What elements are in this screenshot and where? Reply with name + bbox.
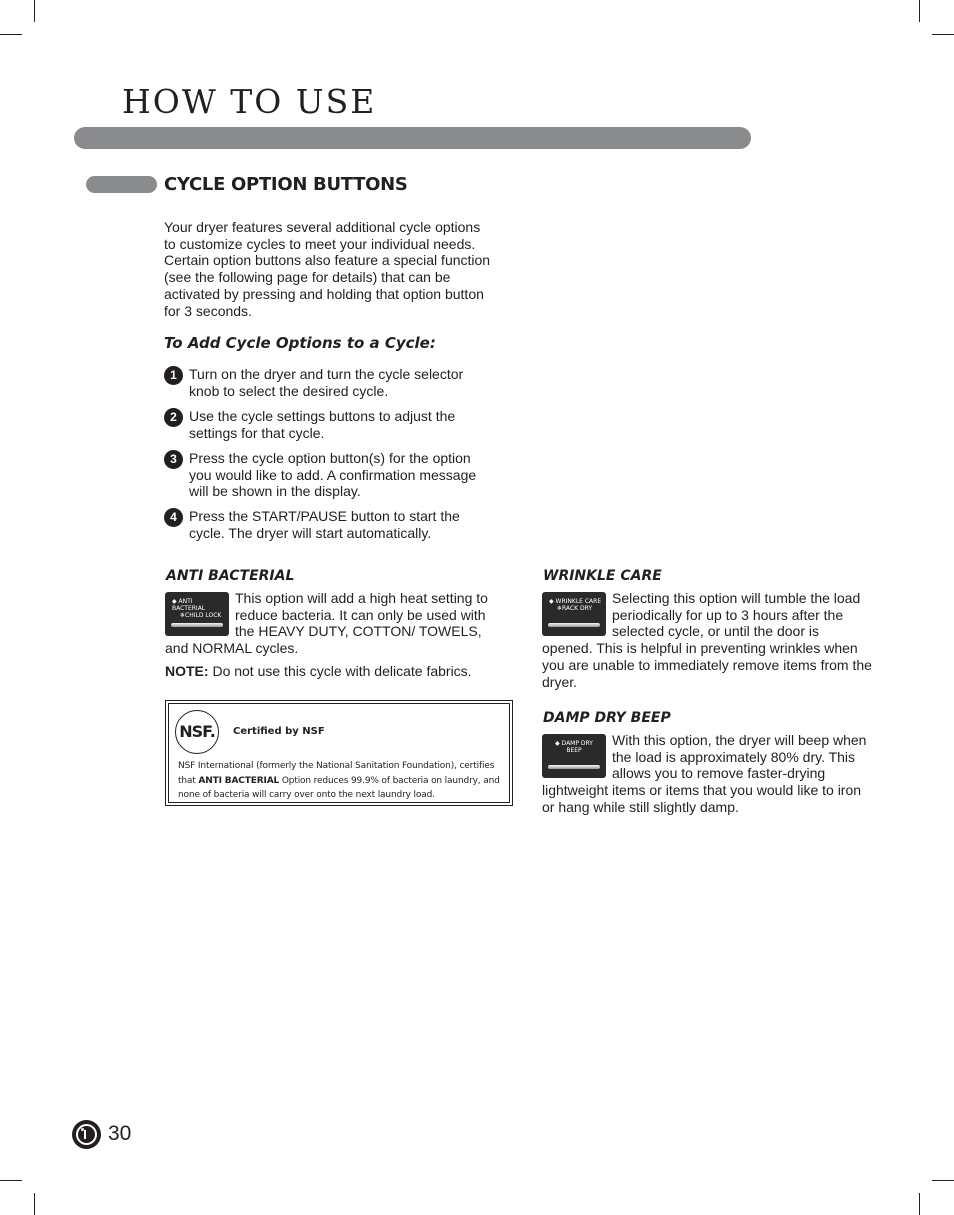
button-bar xyxy=(171,623,223,627)
step-text: Use the cycle settings buttons to adjust the settings for that cycle. xyxy=(189,407,456,441)
nsf-certification-box xyxy=(165,700,513,806)
page-number: 30 xyxy=(108,1122,132,1145)
anti-bacterial-button-image xyxy=(165,592,229,636)
wrinkle-care-text: Selecting this option will tumble the load periodically for up to 3 hours after the selected cycle, or until the door is opened. This is helpful in preventing wrinkles when you are unable to immediately remove items from the dryer. xyxy=(542,590,872,690)
crop-mark xyxy=(34,0,35,22)
crop-mark xyxy=(919,1193,920,1215)
page-title: HOW TO USE xyxy=(122,82,377,121)
anti-bacterial-description xyxy=(165,590,495,680)
crop-mark xyxy=(919,0,920,22)
step-text: Turn on the dryer and turn the cycle selector knob to select the desired cycle. xyxy=(189,366,464,399)
nsf-description: NSF International (formerly the National Sanitation Foundation), certifies that ANTI BACTERIAL Option reduces 99.9% of bacteria on laundry, and none of bacteria will carry over onto the next laundry load. xyxy=(178,761,500,800)
step-item xyxy=(164,508,494,541)
section-title: CYCLE OPTION BUTTONS xyxy=(164,174,408,195)
button-bar xyxy=(548,765,600,769)
step-item xyxy=(164,366,494,399)
lg-logo-icon xyxy=(72,1120,101,1149)
crop-mark xyxy=(34,1193,35,1215)
damp-dry-beep-text: With this option, the dryer will beep when the load is approximately 80% dry. This allows you to remove faster-drying lightweight items or items that you would like to iron or hang while still slightly damp. xyxy=(542,732,867,815)
intro-paragraph: Your dryer features several additional cycle options to customize cycles to meet your individual needs. Certain option buttons also feature a special function (see the following page for details) that can be activated by pressing and holding that option button for 3 seconds. xyxy=(164,219,491,319)
anti-bacterial-text: This option will add a high heat setting to reduce bacteria. It can only be used with the HEAVY DUTY, COTTON/ TOWELS, and NORMAL cycles. xyxy=(165,590,488,657)
nsf-logo: NSF. xyxy=(175,710,219,754)
damp-dry-beep-description xyxy=(542,732,872,816)
wrinkle-care-heading: WRINKLE CARE xyxy=(543,568,662,584)
crop-mark xyxy=(0,1180,22,1181)
button-sublabel: ❄CHILD LOCK xyxy=(180,612,222,619)
step-number-icon: 3 xyxy=(164,450,183,469)
button-label: ◆ WRINKLE CARE xyxy=(549,598,602,605)
step-number-icon: 4 xyxy=(164,508,183,527)
crop-mark xyxy=(932,1180,954,1181)
note-label: NOTE: xyxy=(165,662,209,679)
step-number-icon: 1 xyxy=(164,366,183,385)
section-marker xyxy=(86,176,157,193)
button-bar xyxy=(548,623,600,627)
wrinkle-care-description xyxy=(542,590,872,690)
step-text: Press the cycle option button(s) for the option you would like to add. A confirmation message will be shown in the display. xyxy=(189,449,477,500)
add-options-heading: To Add Cycle Options to a Cycle: xyxy=(164,334,436,352)
damp-dry-beep-heading: DAMP DRY BEEP xyxy=(543,710,671,726)
step-text: Press the START/PAUSE button to start the cycle. The dryer will start automatically. xyxy=(189,508,460,542)
note-text: Do not use this cycle with delicate fabrics. xyxy=(208,662,472,679)
nsf-certified-label: Certified by NSF xyxy=(233,726,325,737)
damp-dry-beep-button-image xyxy=(542,734,606,778)
button-sublabel: ❄RACK DRY xyxy=(557,605,593,612)
button-label: ◆ ANTI BACTERIAL xyxy=(172,598,206,612)
anti-bacterial-heading: ANTI BACTERIAL xyxy=(166,568,295,584)
steps-list xyxy=(164,366,494,550)
anti-bacterial-note xyxy=(165,657,495,680)
crop-mark xyxy=(0,34,22,35)
step-item xyxy=(164,408,494,441)
button-label: ◆ DAMP DRY xyxy=(555,740,593,747)
step-item xyxy=(164,450,494,500)
button-sublabel: BEEP xyxy=(566,747,582,754)
wrinkle-care-button-image xyxy=(542,592,606,636)
crop-mark xyxy=(932,34,954,35)
step-number-icon: 2 xyxy=(164,408,183,427)
title-bar xyxy=(74,127,751,149)
